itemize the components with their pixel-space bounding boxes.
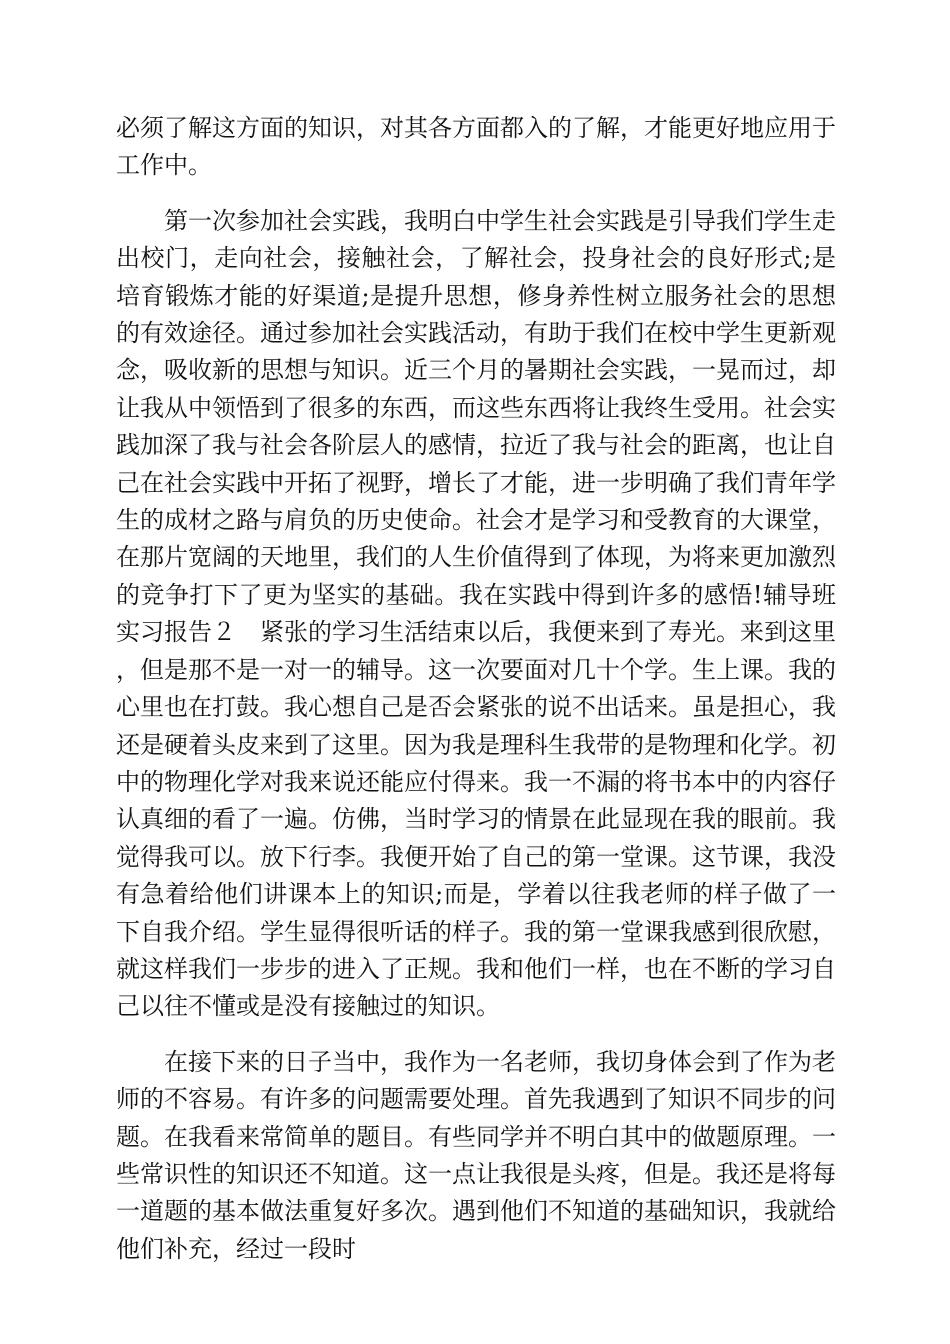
paragraph-teaching-experience: 在接下来的日子当中，我作为一名老师，我切身体会到了作为老师的不容易。有许多的问题需要处理。首先我遇到了知识不同步的问题。在我看来常简单的题目。有些同学并不明白其中的做题原理。一些常识性的知识还不知道。这一点让我很是头疼，但是。我还是将每一道题的基本做法重复好多次。遇到他们不知道的基础知识，我就给他们补充，经过一段时	[116, 1047, 836, 1263]
document-body	[116, 110, 836, 1268]
paragraph-continued: 必须了解这方面的知识，对其各方面都入的了解，才能更好地应用于工作中。	[116, 114, 836, 180]
paragraph-social-practice: 第一次参加社会实践，我明白中学生社会实践是引导我们学生走出校门，走向社会，接触社会，了解社会，投身社会的良好形式;是培育锻炼才能的好渠道;是提升思想，修身养性树立服务社会的思想的有效途径。通过参加社会实践活动，有助于我们在校中学生更新观念，吸收新的思想与知识。近三个月的暑期社会实践，一晃而过，却让我从中领悟到了很多的东西，而这些东西将让我终生受用。社会实践加深了我与社会各阶层人的感情，拉近了我与社会的距离，也让自己在社会实践中开拓了视野，增长了才能，进一步明确了我们青年学生的成材之路与肩负的历史使命。社会才是学习和受教育的大课堂，在那片宽阔的天地里，我们的人生价值得到了体现，为将来更加激烈的竞争打下了更为坚实的基础。我在实践中得到许多的感悟!辅导班实习报告２ 紧张的学习生活结束以后，我便来到了寿光。来到这里，但是那不是一对一的辅导。这一次要面对几十个学。生上课。我的心里也在打鼓。我心想自己是否会紧张的说不出话来。虽是担心，我还是硬着头皮来到了这里。因为我是理科生我带的是物理和化学。初中的物理化学对我来说还能应付得来。我一不漏的将书本中的内容仔认真细的看了一遍。仿佛，当时学习的情景在此显现在我的眼前。我觉得我可以。放下行李。我便开始了自己的第一堂课。这节课，我没有急着给他们讲课本上的知识;而是，学着以往我老师的样子做了一下自我介绍。学生显得很听话的样子。我的第一堂课我感到很欣慰，就这样我们一步步的进入了正规。我和他们一样，也在不断的学习自己以往不懂或是没有接触过的知识。	[116, 206, 836, 1021]
